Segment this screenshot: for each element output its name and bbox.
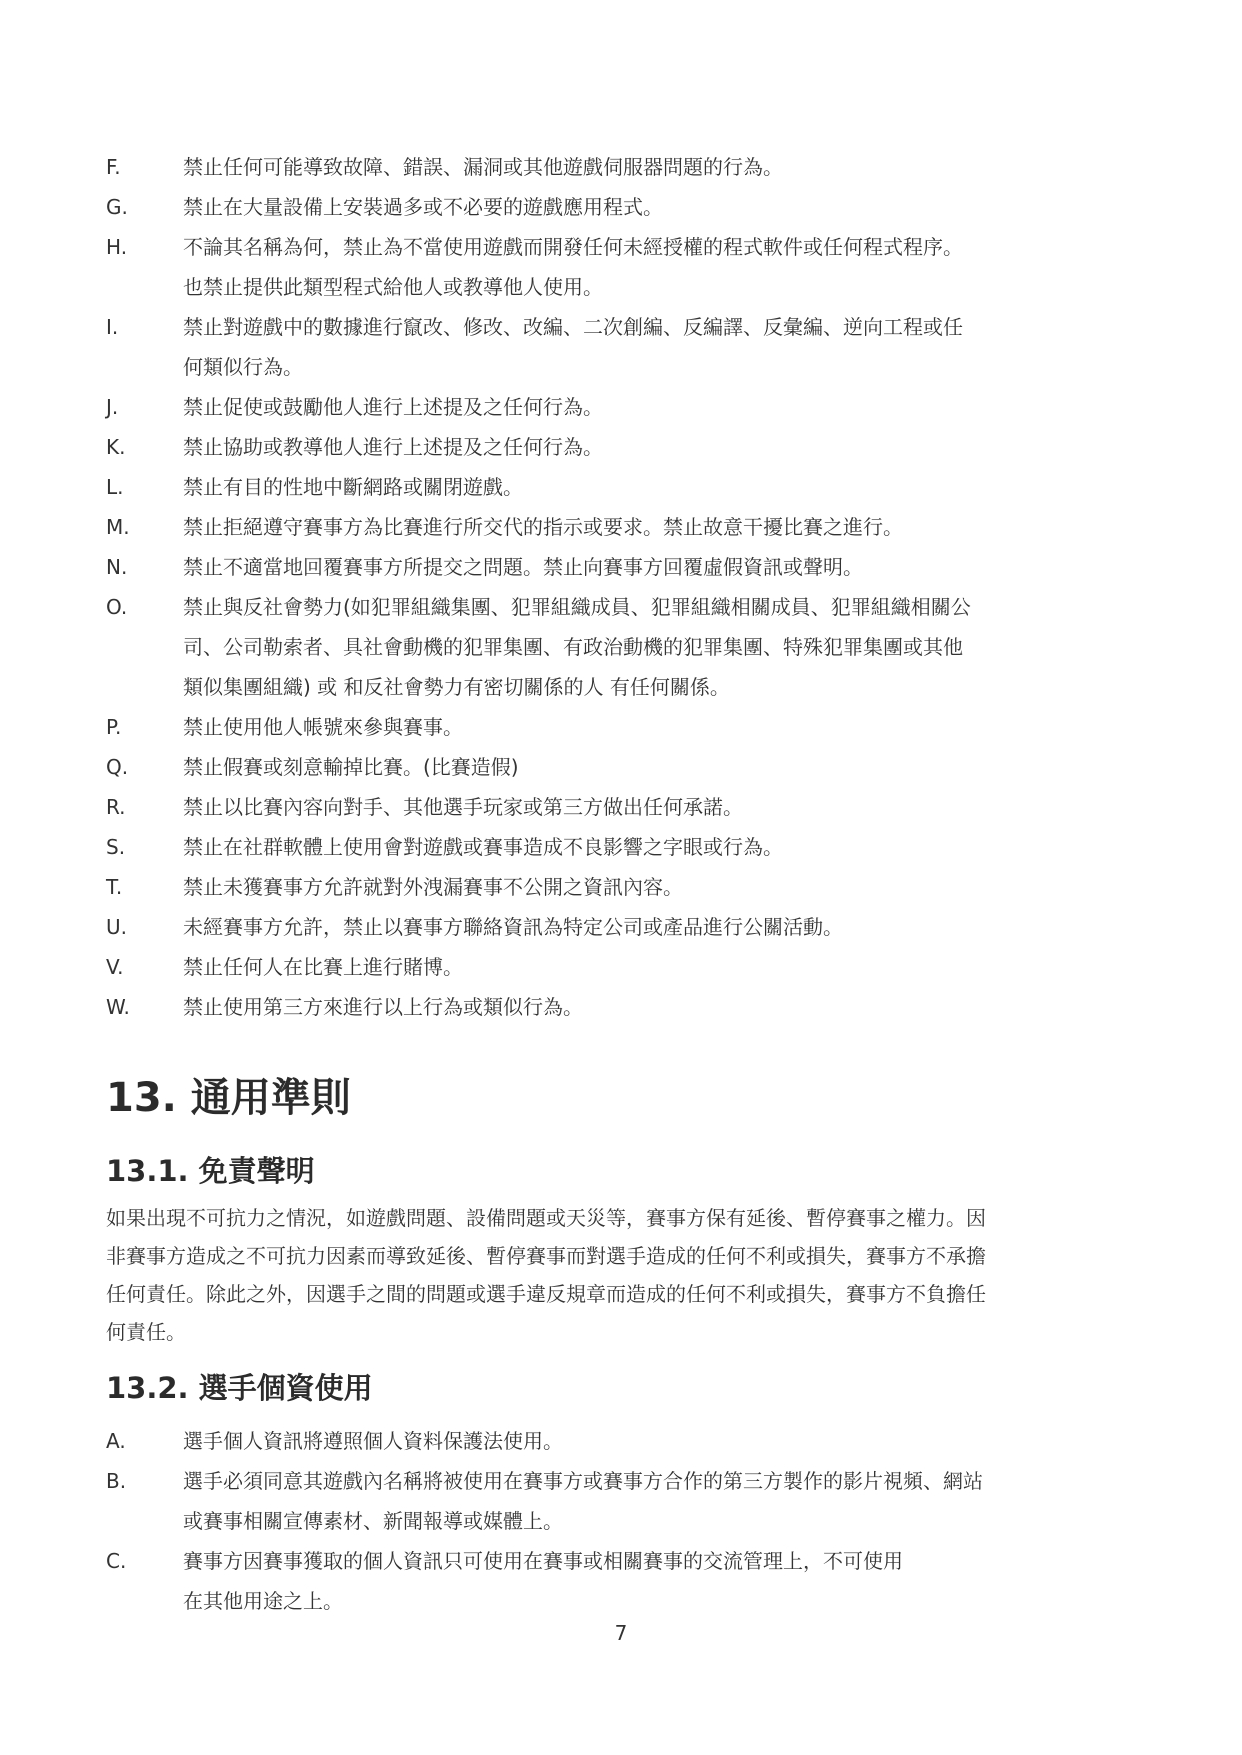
- list-marker: A.: [106, 1429, 126, 1453]
- list-item-line: 選手個人資訊將遵照個人資料保護法使用。: [183, 1429, 563, 1453]
- list-item-text: [183, 867, 1113, 907]
- list-item-line: 禁止不適當地回覆賽事方所提交之問題。禁止向賽事方回覆虛假資訊或聲明。: [183, 555, 863, 579]
- subsection-heading: 13.2. 選手個資使用: [106, 1371, 373, 1405]
- list-item-text: [183, 1461, 1113, 1541]
- list-marker: W.: [106, 995, 130, 1019]
- list-item-line: 禁止有目的性地中斷網路或關閉遊戲。: [183, 475, 523, 499]
- list-item-line: 賽事方因賽事獲取的個人資訊只可使用在賽事或相關賽事的交流管理上，不可使用: [183, 1549, 903, 1573]
- list-item-line: 禁止假賽或刻意輸掉比賽。(比賽造假): [183, 755, 519, 779]
- list-item-line: 或賽事相關宣傳素材、新聞報導或媒體上。: [183, 1509, 563, 1533]
- list-marker: O.: [106, 595, 128, 619]
- disclaimer-paragraph: [106, 1199, 1126, 1351]
- list-item-line: 禁止任何可能導致故障、錯誤、漏洞或其他遊戲伺服器問題的行為。: [183, 155, 783, 179]
- section-heading: 13. 通用準則: [106, 1075, 351, 1121]
- list-item-text: [183, 587, 1113, 707]
- list-item-line: 在其他用途之上。: [183, 1589, 343, 1613]
- list-marker: C.: [106, 1549, 127, 1573]
- list-item-text: [183, 1541, 1113, 1621]
- list-marker: G.: [106, 195, 128, 219]
- subsection-heading: 13.1. 免責聲明: [106, 1154, 315, 1188]
- list-item-line: 禁止與反社會勢力(如犯罪組織集團、犯罪組織成員、犯罪組織相關成員、犯罪組織相關公: [183, 595, 971, 619]
- paragraph-line: 何責任。: [106, 1320, 186, 1344]
- list-item-line: 選手必須同意其遊戲內名稱將被使用在賽事方或賽事方合作的第三方製作的影片視頻、網站: [183, 1469, 983, 1493]
- list-item-text: [183, 507, 1113, 547]
- list-item-text: [183, 1421, 1113, 1461]
- list-marker: F.: [106, 155, 121, 179]
- list-marker: J.: [106, 395, 119, 419]
- list-marker: Q.: [106, 755, 129, 779]
- list-item-line: 禁止以比賽內容向對手、其他選手玩家或第三方做出任何承諾。: [183, 795, 743, 819]
- list-marker: P.: [106, 715, 122, 739]
- list-marker: I.: [106, 315, 119, 339]
- list-marker: S.: [106, 835, 126, 859]
- list-marker: M.: [106, 515, 130, 539]
- list-marker: L.: [106, 475, 124, 499]
- paragraph-line: 非賽事方造成之不可抗力因素而導致延後、暫停賽事而對選手造成的任何不利或損失，賽事方不承擔: [106, 1244, 986, 1268]
- list-marker: N.: [106, 555, 128, 579]
- list-item-line: 不論其名稱為何，禁止為不當使用遊戲而開發任何未經授權的程式軟件或任何程式程序。: [183, 235, 963, 259]
- list-item-text: [183, 987, 1113, 1027]
- list-item-text: [183, 147, 1113, 187]
- list-item-text: [183, 387, 1113, 427]
- list-item-text: [183, 827, 1113, 867]
- list-item-line: 禁止在社群軟體上使用會對遊戲或賽事造成不良影響之字眼或行為。: [183, 835, 783, 859]
- list-item-text: [183, 547, 1113, 587]
- list-marker: V.: [106, 955, 124, 979]
- list-item-line: 也禁止提供此類型程式給他人或教導他人使用。: [183, 275, 603, 299]
- list-item-line: 未經賽事方允許，禁止以賽事方聯絡資訊為特定公司或產品進行公關活動。: [183, 915, 843, 939]
- list-item-line: 何類似行為。: [183, 355, 303, 379]
- list-item-text: [183, 907, 1113, 947]
- list-item-line: 司、公司勒索者、具社會動機的犯罪集團、有政治動機的犯罪集團、特殊犯罪集團或其他: [183, 635, 963, 659]
- list-item-line: 禁止促使或鼓勵他人進行上述提及之任何行為。: [183, 395, 603, 419]
- list-item-line: 禁止使用第三方來進行以上行為或類似行為。: [183, 995, 583, 1019]
- list-item-text: [183, 707, 1113, 747]
- list-marker: U.: [106, 915, 127, 939]
- list-item-line: 類似集團組織) 或 和反社會勢力有密切關係的人 有任何關係。: [183, 675, 730, 699]
- list-item-line: 禁止協助或教導他人進行上述提及之任何行為。: [183, 435, 603, 459]
- list-item-line: 禁止對遊戲中的數據進行竄改、修改、改編、二次創編、反編譯、反彙編、逆向工程或任: [183, 315, 963, 339]
- list-item-line: 禁止未獲賽事方允許就對外洩漏賽事不公開之資訊內容。: [183, 875, 683, 899]
- list-item-line: 禁止任何人在比賽上進行賭博。: [183, 955, 463, 979]
- paragraph-line: 任何責任。除此之外，因選手之間的問題或選手違反規章而造成的任何不利或損失，賽事方不負擔任: [106, 1282, 986, 1306]
- paragraph-line: 如果出現不可抗力之情況，如遊戲問題、設備問題或天災等，賽事方保有延後、暫停賽事之權力。因: [106, 1206, 986, 1230]
- list-marker: B.: [106, 1469, 127, 1493]
- list-item-text: [183, 187, 1113, 227]
- list-marker: T.: [106, 875, 123, 899]
- list-item-line: 禁止拒絕遵守賽事方為比賽進行所交代的指示或要求。禁止故意干擾比賽之進行。: [183, 515, 903, 539]
- list-item-text: [183, 467, 1113, 507]
- list-item-text: [183, 787, 1113, 827]
- list-item-line: 禁止在大量設備上安裝過多或不必要的遊戲應用程式。: [183, 195, 663, 219]
- list-item-text: [183, 427, 1113, 467]
- list-item-text: [183, 227, 1113, 307]
- list-marker: K.: [106, 435, 126, 459]
- list-item-text: [183, 947, 1113, 987]
- list-item-text: [183, 747, 1113, 787]
- list-marker: H.: [106, 235, 128, 259]
- page-number: 7: [614, 1621, 628, 1645]
- list-item-line: 禁止使用他人帳號來參與賽事。: [183, 715, 463, 739]
- list-item-text: [183, 307, 1113, 387]
- list-marker: R.: [106, 795, 126, 819]
